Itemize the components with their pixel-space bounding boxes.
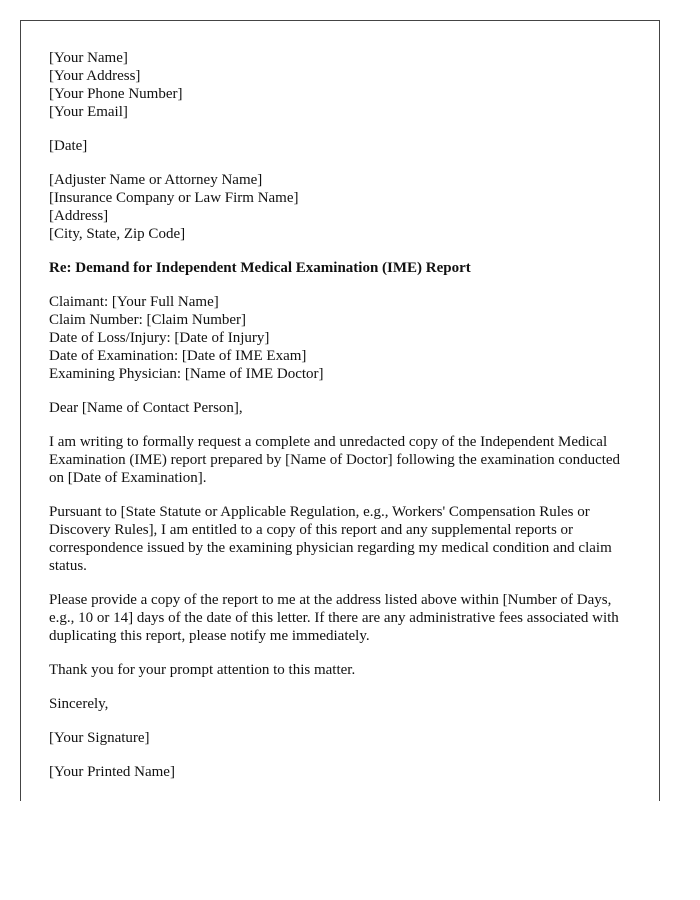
recipient-name: [Adjuster Name or Attorney Name] <box>49 172 263 188</box>
subject-block <box>49 259 634 277</box>
body-paragraph-3 <box>49 591 634 645</box>
recipient-block <box>49 171 634 243</box>
date-of-loss-line: Date of Loss/Injury: [Date of Injury] <box>49 330 270 346</box>
sender-phone: [Your Phone Number] <box>49 86 183 102</box>
physician-line: Examining Physician: [Name of IME Doctor] <box>49 366 324 382</box>
signature-block <box>49 729 634 747</box>
printed-name-block <box>49 763 634 781</box>
recipient-city-state-zip: [City, State, Zip Code] <box>49 226 186 242</box>
sender-block <box>49 49 634 121</box>
body-paragraph-1 <box>49 433 634 487</box>
letter-content <box>49 49 634 797</box>
sender-address: [Your Address] <box>49 68 141 84</box>
claim-details-block <box>49 293 634 383</box>
salutation-block <box>49 399 634 417</box>
paragraph-text: Thank you for your prompt attention to this matter. <box>49 662 356 678</box>
paragraph-text: Pursuant to [State Statute or Applicable Regulation, e.g., Workers' Compensation Rules or Discovery Rules], I am entitled to a copy of this report and any supplemental reports or correspondence issued by the examining physician regarding my medical condition and claim status. <box>49 504 612 574</box>
salutation: Dear [Name of Contact Person], <box>49 400 243 416</box>
date-block <box>49 137 634 155</box>
body-paragraph-4 <box>49 661 634 679</box>
printed-name: [Your Printed Name] <box>49 764 175 780</box>
sender-name: [Your Name] <box>49 50 128 66</box>
sender-email: [Your Email] <box>49 104 128 120</box>
claim-number-line: Claim Number: [Claim Number] <box>49 312 247 328</box>
closing-block <box>49 695 634 713</box>
letter-page <box>20 20 660 801</box>
paragraph-text: Please provide a copy of the report to me at the address listed above within [Number of Days, e.g., 10 or 14] days of the date of this letter. If there are any administrative fees associated with duplicating this report, please notify me immediately. <box>49 592 619 644</box>
paragraph-text: I am writing to formally request a complete and unredacted copy of the Independent Medical Examination (IME) report prepared by [Name of Doctor] following the examination conducted on [Date of Examination]. <box>49 434 621 486</box>
body-paragraph-2 <box>49 503 634 575</box>
subject-line: Re: Demand for Independent Medical Examination (IME) Report <box>49 260 471 276</box>
letter-date: [Date] <box>49 138 88 154</box>
date-of-exam-line: Date of Examination: [Date of IME Exam] <box>49 348 307 364</box>
closing: Sincerely, <box>49 696 109 712</box>
claimant-line: Claimant: [Your Full Name] <box>49 294 219 310</box>
signature: [Your Signature] <box>49 730 150 746</box>
recipient-company: [Insurance Company or Law Firm Name] <box>49 190 299 206</box>
recipient-address: [Address] <box>49 208 109 224</box>
